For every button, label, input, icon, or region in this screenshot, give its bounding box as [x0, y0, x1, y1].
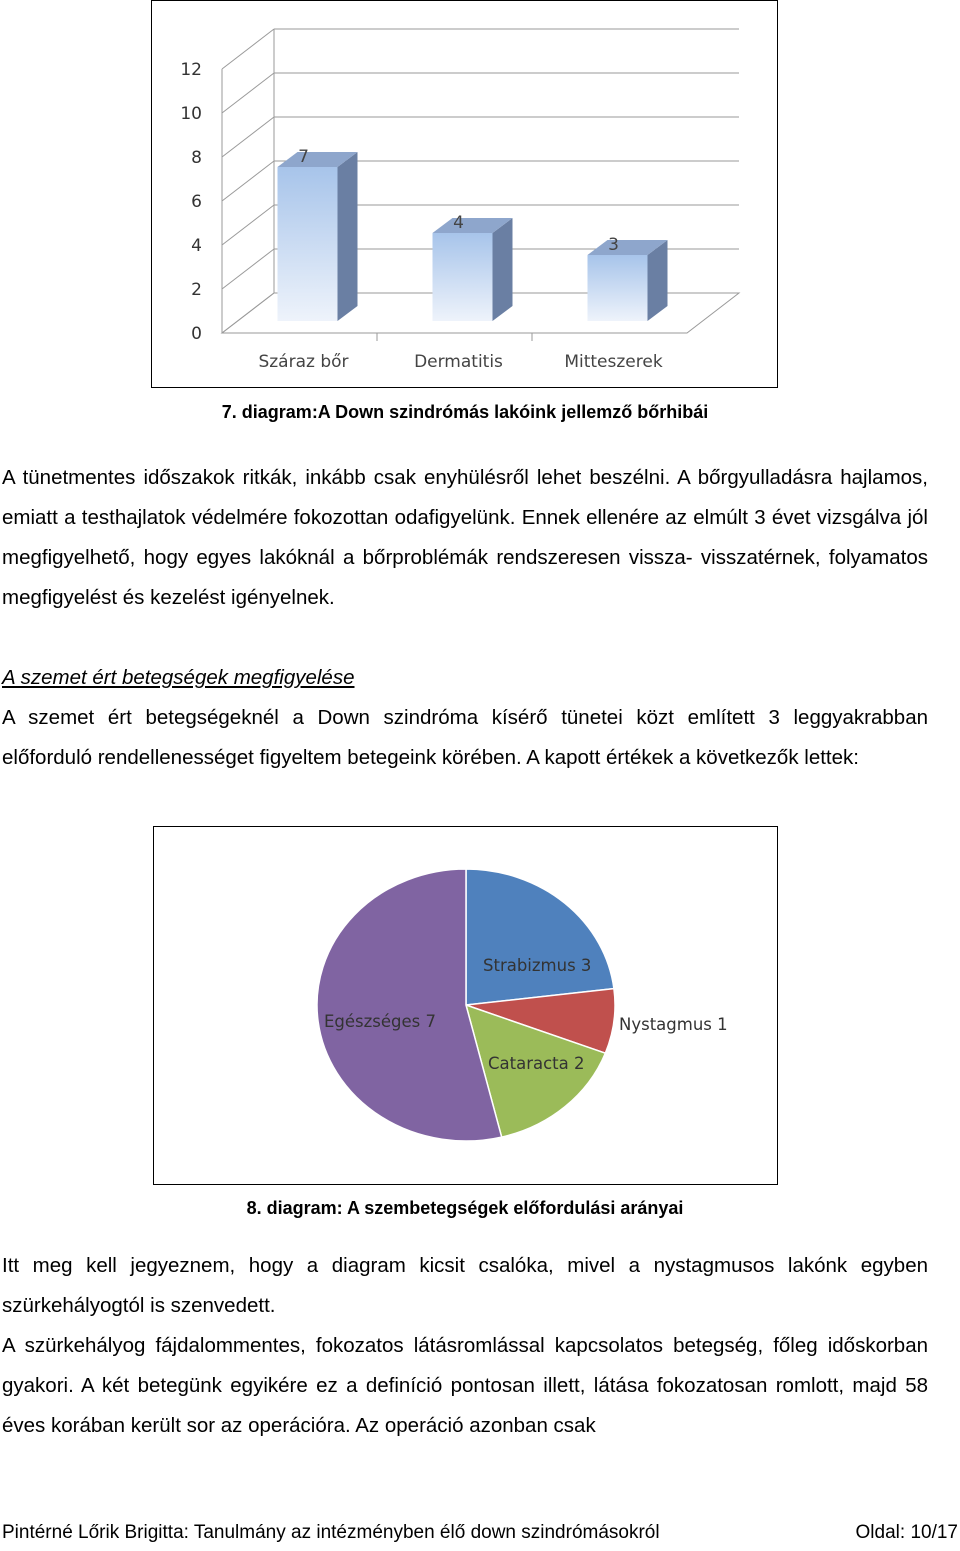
bar-front — [278, 167, 338, 321]
eye-section-heading: A szemet ért betegségek megfigyelése — [2, 666, 355, 689]
paragraph-note: Itt meg kell jegyeznem, hogy a diagram kicsit csalóka, mivel a nystagmusos lakónk egyben szürkehályogtól is szenvedett. — [2, 1254, 928, 1317]
paragraph-cataract: A szürkehályog fájdalommentes, fokozatos látásromlással kapcsolatos betegség, főleg időskorban gyakori. A két betegünk egyikére ez a definíció pontosan illett, látása fokozatosan romlott, majd 58 éves korában került sor az operációra. Az operáció azonban csak — [2, 1334, 928, 1437]
footer-page-number: Oldal: 10/17 — [855, 1522, 958, 1543]
bar-data-label: 3 — [608, 235, 619, 255]
x-category-label: Mitteszerek — [564, 352, 663, 372]
grid-diagonal — [222, 205, 274, 245]
paragraph-skin: A tünetmentes időszakok ritkák, inkább csak enyhülésről lehet beszélni. A bőrgyulladásra hajlamos, emiatt a testhajlatok védelmére fokozottan odafigyelünk. Ennek ellenére az elmúlt 3 évet vizsgálva jól megfigyelhető, hogy egyes lakóknál a bőrproblémák rendszeresen vissza- visszatérnek, folyamatos megfigyelést és kezelést igényelnek. — [2, 466, 928, 609]
y-tick-label: 8 — [191, 148, 202, 168]
page-footer — [2, 1522, 958, 1544]
pie-slice-label: Cataracta 2 — [488, 1054, 585, 1073]
y-tick-label: 10 — [180, 104, 202, 124]
bar-data-label: 7 — [298, 147, 309, 167]
y-tick-label: 12 — [180, 60, 202, 80]
paragraph-eye-intro: A szemet ért betegségeknél a Down szindróma kísérő tünetei közt említett 3 leggyakrabban előforduló rendellenességet figyeltem betegeink körében. A kapott értékek a következők lettek: — [2, 706, 928, 769]
grid-diagonal — [222, 29, 274, 69]
x-category-label: Száraz bőr — [258, 352, 349, 372]
y-tick-label: 6 — [191, 192, 202, 212]
bar-side — [493, 218, 513, 321]
footer-author-title: Pintérné Lőrik Brigitta: Tanulmány az intézményben élő down szindrómásokról — [2, 1522, 660, 1543]
y-tick-label: 4 — [191, 236, 202, 256]
bar-chart — [151, 0, 778, 388]
pie-slice-label: Egészséges 7 — [323, 1012, 436, 1031]
bar-front — [588, 255, 648, 321]
pie-slice-label: Strabizmus 3 — [483, 956, 592, 975]
y-tick-label: 0 — [191, 324, 202, 344]
x-category-label: Dermatitis — [414, 352, 503, 372]
bar-side — [338, 152, 358, 321]
diagram7-caption: 7. diagram:A Down szindrómás lakóink jellemző bőrhibái — [221, 402, 709, 422]
grid-diagonal — [222, 117, 274, 157]
pie-chart — [153, 826, 778, 1185]
grid-diagonal — [222, 249, 274, 289]
pie-chart-svg — [154, 827, 779, 1186]
y-tick-label: 2 — [191, 280, 202, 300]
diagram8-caption: 8. diagram: A szembetegségek előfordulási arányai — [246, 1198, 684, 1218]
bar-data-label: 4 — [453, 213, 464, 233]
grid-diagonal — [222, 161, 274, 201]
bar-front — [433, 233, 493, 321]
bar-chart-svg — [152, 1, 779, 389]
grid-diagonal — [222, 73, 274, 113]
pie-slice — [466, 869, 614, 1005]
pie-slice-label: Nystagmus 1 — [619, 1015, 728, 1034]
